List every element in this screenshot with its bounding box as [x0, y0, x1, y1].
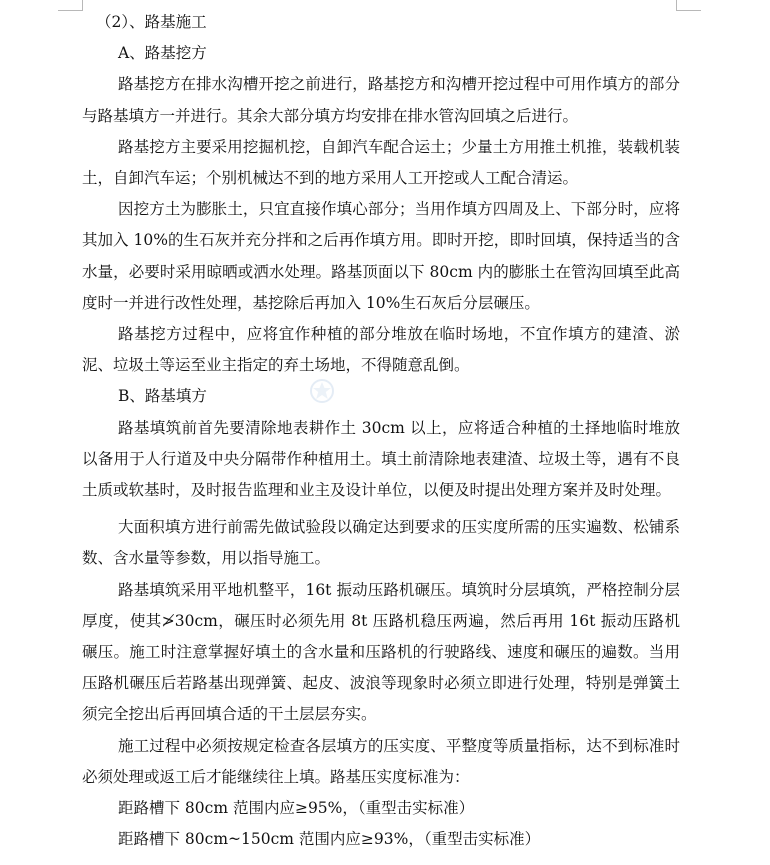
- compaction-standard-2: 距路槽下 80cm~150cm 范围内应≥93%，（重型击实标准）: [118, 830, 541, 849]
- paragraph-filling-3: 路基填筑采用平地机整平，16t 振动压路机碾压。填筑时分层填筑，严格控制分层厚度，使其≯30cm，碾压时必须先用 8t 压路机稳压两遍，然后再用 16t 振动压路机碾压。施工时注意掌握好填土的含水量和压路机的行驶路线、速度和碾压的遍数。当用压路机碾压后若路基出现弹簧、起皮、波浪等现象时必须立即进行处理，特别是弹簧土须完全挖出后再回填合适的干土层层夯实。: [82, 580, 680, 724]
- compaction-standard-1: 距路槽下 80cm 范围内应≥95%，（重型击实标准）: [118, 799, 475, 818]
- paragraph-filling-4: 施工过程中必须按规定检查各层填方的压实度、平整度等质量指标，达不到标准时必须处理或返工后才能继续往上填。路基压实度标准为：: [82, 736, 680, 786]
- paragraph-filling-2: 大面积填方进行前需先做试验段以确定达到要求的压实度所需的压实遍数、松铺系数、含水量等参数，用以指导施工。: [82, 518, 680, 568]
- document-body: [82, 7, 680, 855]
- paragraph-excavation-2: 路基挖方主要采用挖掘机挖，自卸汽车配合运土；少量土方用推土机推，装载机装土，自卸汽车运；个别机械达不到的地方采用人工开挖或人工配合清运。: [82, 137, 680, 188]
- paragraph-filling-1: 路基填筑前首先要清除地表耕作土 30cm 以上，应将适合种植的土择地临时堆放以备用于人行道及中央分隔带作种植用土。填土前清除地表建渣、垃圾土等，遇有不良土质或软基时，及时报告监理和业主及设计单位，以便及时提出处理方案并及时处理。: [82, 418, 680, 500]
- subheading-filling: B、路基填方: [118, 387, 207, 406]
- paragraph-excavation-3: 因挖方土为膨胀土，只宜直接作填心部分；当用作填方四周及上、下部分时，应将其加入 10%的生石灰并充分拌和之后再作填方用。即时开挖，即时回填，保持适当的含水量，必要时采用晾晒或洒水处理。路基顶面以下 80cm 内的膨胀土在管沟回填至此高度时一并进行改性处理，基挖除后再加入 10%生石灰后分层碾压。: [82, 200, 680, 312]
- section-heading: （2）、路基施工: [96, 13, 207, 31]
- page-corner-mark-left: [58, 0, 83, 11]
- paragraph-excavation-4: 路基挖方过程中，应将宜作种植的部分堆放在临时场地，不宜作填方的建渣、淤泥、垃圾土等运至业主指定的弃土场地，不得随意乱倒。: [82, 325, 680, 375]
- paragraph-excavation-1: 路基挖方在排水沟槽开挖之前进行，路基挖方和沟槽开挖过程中可用作填方的部分与路基填方一并进行。其余大部分填方均安排在排水管沟回填之后进行。: [82, 75, 680, 125]
- subheading-excavation: A、路基挖方: [118, 44, 207, 63]
